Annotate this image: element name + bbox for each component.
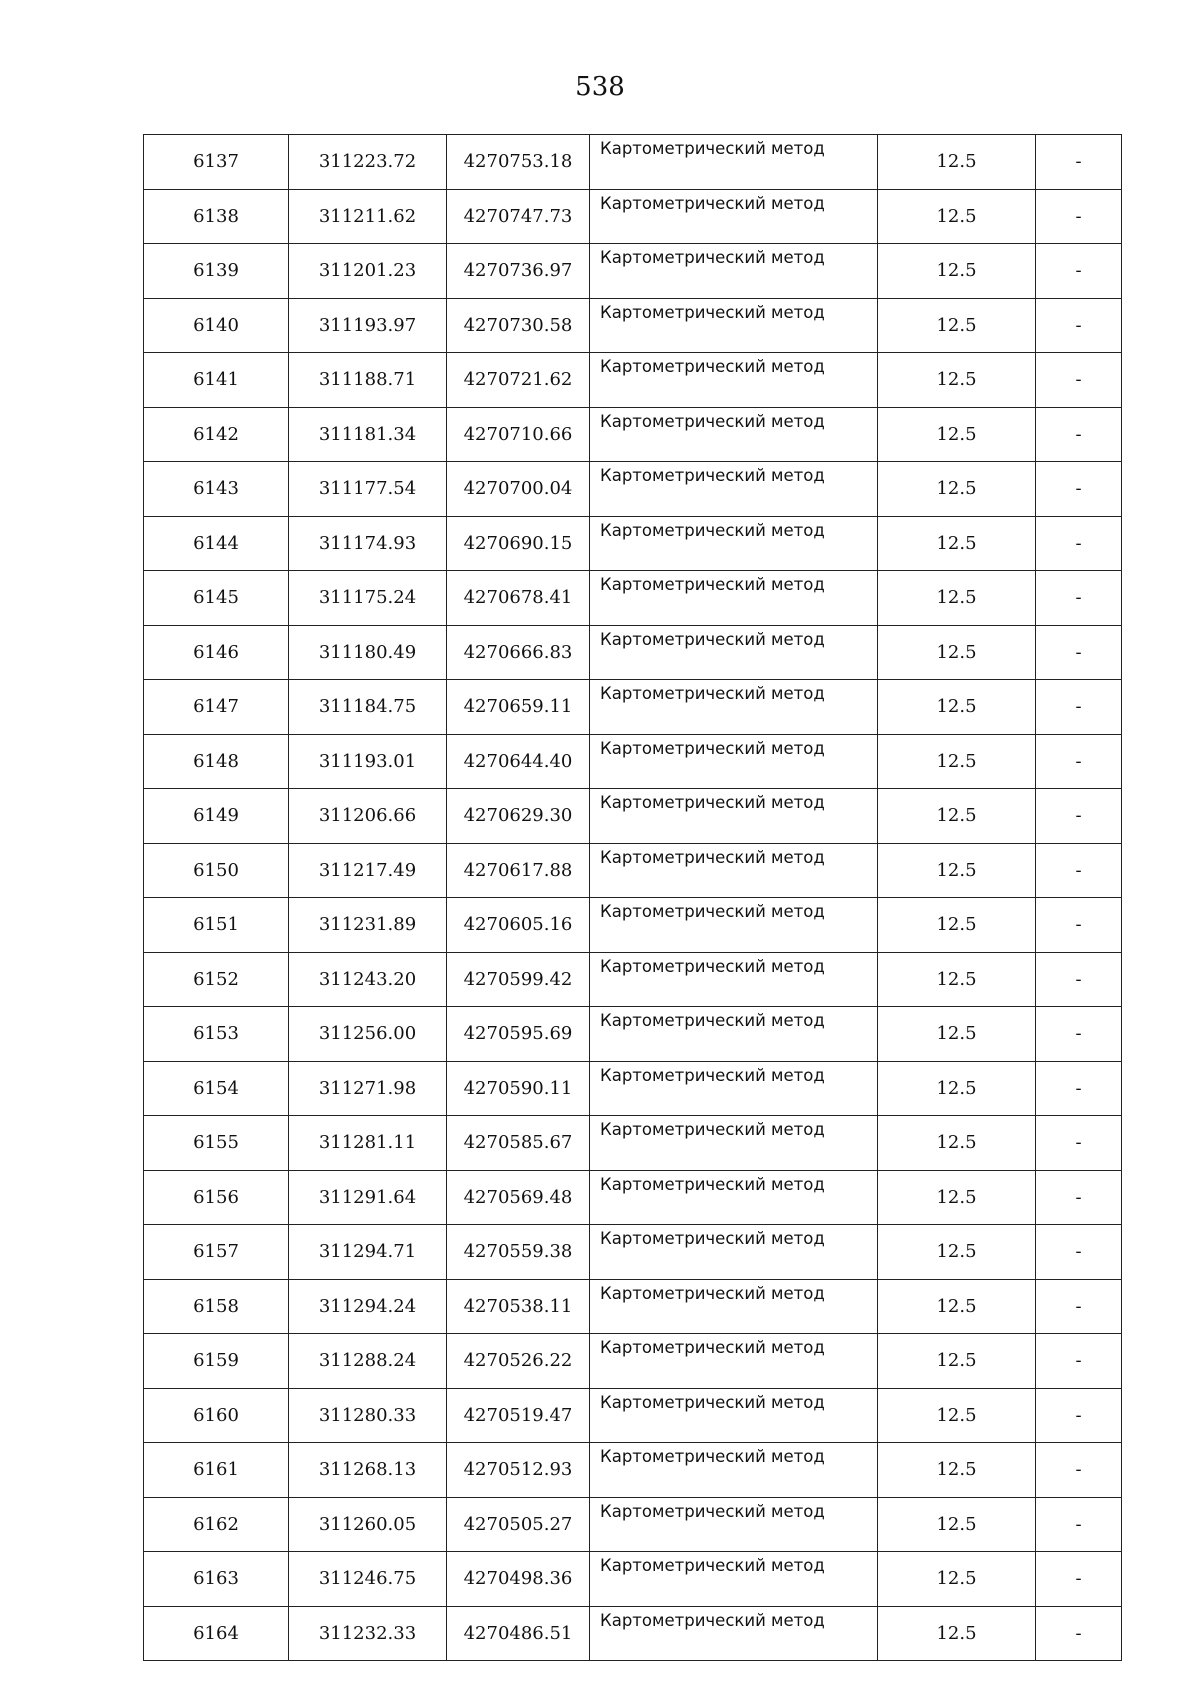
point-number-cell: 6164	[144, 1606, 289, 1661]
note-cell: -	[1036, 462, 1122, 517]
method-cell: Картометрический метод	[590, 1606, 878, 1661]
table-row	[144, 462, 1122, 517]
x-coordinate-cell: 311260.05	[289, 1497, 447, 1552]
x-coordinate-cell: 311268.13	[289, 1443, 447, 1498]
method-cell: Картометрический метод	[590, 680, 878, 735]
accuracy-cell: 12.5	[878, 789, 1036, 844]
note-cell: -	[1036, 789, 1122, 844]
x-coordinate-cell: 311177.54	[289, 462, 447, 517]
y-coordinate-cell: 4270666.83	[447, 625, 590, 680]
method-cell: Картометрический метод	[590, 135, 878, 190]
note-cell: -	[1036, 571, 1122, 626]
accuracy-cell: 12.5	[878, 1443, 1036, 1498]
x-coordinate-cell: 311231.89	[289, 898, 447, 953]
point-number-cell: 6155	[144, 1116, 289, 1171]
table-row	[144, 1225, 1122, 1280]
note-cell: -	[1036, 298, 1122, 353]
point-number-cell: 6157	[144, 1225, 289, 1280]
point-number-cell: 6148	[144, 734, 289, 789]
point-number-cell: 6139	[144, 244, 289, 299]
y-coordinate-cell: 4270747.73	[447, 189, 590, 244]
table-row	[144, 1606, 1122, 1661]
x-coordinate-cell: 311217.49	[289, 843, 447, 898]
point-number-cell: 6149	[144, 789, 289, 844]
accuracy-cell: 12.5	[878, 1007, 1036, 1062]
accuracy-cell: 12.5	[878, 1606, 1036, 1661]
table-row	[144, 1061, 1122, 1116]
point-number-cell: 6159	[144, 1334, 289, 1389]
y-coordinate-cell: 4270736.97	[447, 244, 590, 299]
accuracy-cell: 12.5	[878, 462, 1036, 517]
accuracy-cell: 12.5	[878, 571, 1036, 626]
point-number-cell: 6143	[144, 462, 289, 517]
note-cell: -	[1036, 189, 1122, 244]
table-row	[144, 189, 1122, 244]
x-coordinate-cell: 311175.24	[289, 571, 447, 626]
coordinates-table-body	[144, 135, 1122, 1661]
y-coordinate-cell: 4270617.88	[447, 843, 590, 898]
table-row	[144, 1007, 1122, 1062]
table-row	[144, 843, 1122, 898]
accuracy-cell: 12.5	[878, 1061, 1036, 1116]
point-number-cell: 6154	[144, 1061, 289, 1116]
x-coordinate-cell: 311294.71	[289, 1225, 447, 1280]
accuracy-cell: 12.5	[878, 244, 1036, 299]
note-cell: -	[1036, 407, 1122, 462]
accuracy-cell: 12.5	[878, 734, 1036, 789]
point-number-cell: 6147	[144, 680, 289, 735]
note-cell: -	[1036, 1170, 1122, 1225]
table-row	[144, 1334, 1122, 1389]
method-cell: Картометрический метод	[590, 407, 878, 462]
method-cell: Картометрический метод	[590, 1443, 878, 1498]
coordinates-table	[143, 134, 1122, 1661]
accuracy-cell: 12.5	[878, 1497, 1036, 1552]
accuracy-cell: 12.5	[878, 1552, 1036, 1607]
y-coordinate-cell: 4270629.30	[447, 789, 590, 844]
note-cell: -	[1036, 952, 1122, 1007]
note-cell: -	[1036, 1334, 1122, 1389]
note-cell: -	[1036, 1061, 1122, 1116]
table-row	[144, 625, 1122, 680]
method-cell: Картометрический метод	[590, 1061, 878, 1116]
note-cell: -	[1036, 353, 1122, 408]
method-cell: Картометрический метод	[590, 625, 878, 680]
y-coordinate-cell: 4270559.38	[447, 1225, 590, 1280]
method-cell: Картометрический метод	[590, 898, 878, 953]
note-cell: -	[1036, 843, 1122, 898]
method-cell: Картометрический метод	[590, 516, 878, 571]
accuracy-cell: 12.5	[878, 516, 1036, 571]
table-row	[144, 734, 1122, 789]
method-cell: Картометрический метод	[590, 353, 878, 408]
y-coordinate-cell: 4270690.15	[447, 516, 590, 571]
table-row	[144, 298, 1122, 353]
point-number-cell: 6161	[144, 1443, 289, 1498]
y-coordinate-cell: 4270700.04	[447, 462, 590, 517]
x-coordinate-cell: 311201.23	[289, 244, 447, 299]
point-number-cell: 6152	[144, 952, 289, 1007]
accuracy-cell: 12.5	[878, 1334, 1036, 1389]
method-cell: Картометрический метод	[590, 1007, 878, 1062]
method-cell: Картометрический метод	[590, 1225, 878, 1280]
table-row	[144, 680, 1122, 735]
note-cell: -	[1036, 244, 1122, 299]
note-cell: -	[1036, 734, 1122, 789]
y-coordinate-cell: 4270753.18	[447, 135, 590, 190]
note-cell: -	[1036, 1116, 1122, 1171]
x-coordinate-cell: 311193.97	[289, 298, 447, 353]
method-cell: Картометрический метод	[590, 1552, 878, 1607]
y-coordinate-cell: 4270498.36	[447, 1552, 590, 1607]
point-number-cell: 6137	[144, 135, 289, 190]
method-cell: Картометрический метод	[590, 1388, 878, 1443]
y-coordinate-cell: 4270595.69	[447, 1007, 590, 1062]
y-coordinate-cell: 4270721.62	[447, 353, 590, 408]
note-cell: -	[1036, 135, 1122, 190]
method-cell: Картометрический метод	[590, 298, 878, 353]
x-coordinate-cell: 311243.20	[289, 952, 447, 1007]
point-number-cell: 6151	[144, 898, 289, 953]
method-cell: Картометрический метод	[590, 1116, 878, 1171]
table-row	[144, 1279, 1122, 1334]
table-row	[144, 353, 1122, 408]
x-coordinate-cell: 311211.62	[289, 189, 447, 244]
table-row	[144, 1170, 1122, 1225]
point-number-cell: 6141	[144, 353, 289, 408]
y-coordinate-cell: 4270569.48	[447, 1170, 590, 1225]
point-number-cell: 6146	[144, 625, 289, 680]
y-coordinate-cell: 4270678.41	[447, 571, 590, 626]
y-coordinate-cell: 4270644.40	[447, 734, 590, 789]
accuracy-cell: 12.5	[878, 952, 1036, 1007]
table-row	[144, 516, 1122, 571]
x-coordinate-cell: 311180.49	[289, 625, 447, 680]
x-coordinate-cell: 311288.24	[289, 1334, 447, 1389]
y-coordinate-cell: 4270710.66	[447, 407, 590, 462]
x-coordinate-cell: 311232.33	[289, 1606, 447, 1661]
point-number-cell: 6138	[144, 189, 289, 244]
x-coordinate-cell: 311294.24	[289, 1279, 447, 1334]
y-coordinate-cell: 4270590.11	[447, 1061, 590, 1116]
point-number-cell: 6156	[144, 1170, 289, 1225]
method-cell: Картометрический метод	[590, 952, 878, 1007]
y-coordinate-cell: 4270605.16	[447, 898, 590, 953]
table-row	[144, 1116, 1122, 1171]
y-coordinate-cell: 4270659.11	[447, 680, 590, 735]
method-cell: Картометрический метод	[590, 1334, 878, 1389]
x-coordinate-cell: 311188.71	[289, 353, 447, 408]
accuracy-cell: 12.5	[878, 898, 1036, 953]
x-coordinate-cell: 311291.64	[289, 1170, 447, 1225]
accuracy-cell: 12.5	[878, 1388, 1036, 1443]
table-row	[144, 244, 1122, 299]
method-cell: Картометрический метод	[590, 244, 878, 299]
page-number: 538	[575, 72, 625, 102]
note-cell: -	[1036, 516, 1122, 571]
point-number-cell: 6163	[144, 1552, 289, 1607]
accuracy-cell: 12.5	[878, 298, 1036, 353]
table-row	[144, 1443, 1122, 1498]
x-coordinate-cell: 311193.01	[289, 734, 447, 789]
y-coordinate-cell: 4270538.11	[447, 1279, 590, 1334]
table-row	[144, 952, 1122, 1007]
accuracy-cell: 12.5	[878, 353, 1036, 408]
method-cell: Картометрический метод	[590, 789, 878, 844]
accuracy-cell: 12.5	[878, 189, 1036, 244]
accuracy-cell: 12.5	[878, 1279, 1036, 1334]
point-number-cell: 6142	[144, 407, 289, 462]
note-cell: -	[1036, 1497, 1122, 1552]
table-row	[144, 1497, 1122, 1552]
method-cell: Картометрический метод	[590, 1170, 878, 1225]
point-number-cell: 6153	[144, 1007, 289, 1062]
y-coordinate-cell: 4270505.27	[447, 1497, 590, 1552]
accuracy-cell: 12.5	[878, 843, 1036, 898]
y-coordinate-cell: 4270519.47	[447, 1388, 590, 1443]
y-coordinate-cell: 4270512.93	[447, 1443, 590, 1498]
method-cell: Картометрический метод	[590, 462, 878, 517]
table-row	[144, 898, 1122, 953]
point-number-cell: 6145	[144, 571, 289, 626]
x-coordinate-cell: 311223.72	[289, 135, 447, 190]
method-cell: Картометрический метод	[590, 189, 878, 244]
table-row	[144, 571, 1122, 626]
note-cell: -	[1036, 1225, 1122, 1280]
x-coordinate-cell: 311181.34	[289, 407, 447, 462]
x-coordinate-cell: 311256.00	[289, 1007, 447, 1062]
note-cell: -	[1036, 1552, 1122, 1607]
accuracy-cell: 12.5	[878, 680, 1036, 735]
x-coordinate-cell: 311281.11	[289, 1116, 447, 1171]
table-row	[144, 407, 1122, 462]
x-coordinate-cell: 311174.93	[289, 516, 447, 571]
note-cell: -	[1036, 1007, 1122, 1062]
x-coordinate-cell: 311246.75	[289, 1552, 447, 1607]
point-number-cell: 6158	[144, 1279, 289, 1334]
point-number-cell: 6162	[144, 1497, 289, 1552]
y-coordinate-cell: 4270526.22	[447, 1334, 590, 1389]
method-cell: Картометрический метод	[590, 571, 878, 626]
y-coordinate-cell: 4270585.67	[447, 1116, 590, 1171]
note-cell: -	[1036, 680, 1122, 735]
accuracy-cell: 12.5	[878, 625, 1036, 680]
note-cell: -	[1036, 1279, 1122, 1334]
note-cell: -	[1036, 1606, 1122, 1661]
accuracy-cell: 12.5	[878, 407, 1036, 462]
table-row	[144, 135, 1122, 190]
y-coordinate-cell: 4270599.42	[447, 952, 590, 1007]
method-cell: Картометрический метод	[590, 1497, 878, 1552]
table-row	[144, 1552, 1122, 1607]
point-number-cell: 6144	[144, 516, 289, 571]
method-cell: Картометрический метод	[590, 734, 878, 789]
note-cell: -	[1036, 1443, 1122, 1498]
table-row	[144, 789, 1122, 844]
table-row	[144, 1388, 1122, 1443]
x-coordinate-cell: 311184.75	[289, 680, 447, 735]
accuracy-cell: 12.5	[878, 1225, 1036, 1280]
point-number-cell: 6150	[144, 843, 289, 898]
x-coordinate-cell: 311271.98	[289, 1061, 447, 1116]
point-number-cell: 6160	[144, 1388, 289, 1443]
accuracy-cell: 12.5	[878, 135, 1036, 190]
method-cell: Картометрический метод	[590, 843, 878, 898]
note-cell: -	[1036, 1388, 1122, 1443]
method-cell: Картометрический метод	[590, 1279, 878, 1334]
accuracy-cell: 12.5	[878, 1116, 1036, 1171]
note-cell: -	[1036, 625, 1122, 680]
accuracy-cell: 12.5	[878, 1170, 1036, 1225]
note-cell: -	[1036, 898, 1122, 953]
x-coordinate-cell: 311280.33	[289, 1388, 447, 1443]
y-coordinate-cell: 4270730.58	[447, 298, 590, 353]
point-number-cell: 6140	[144, 298, 289, 353]
y-coordinate-cell: 4270486.51	[447, 1606, 590, 1661]
x-coordinate-cell: 311206.66	[289, 789, 447, 844]
